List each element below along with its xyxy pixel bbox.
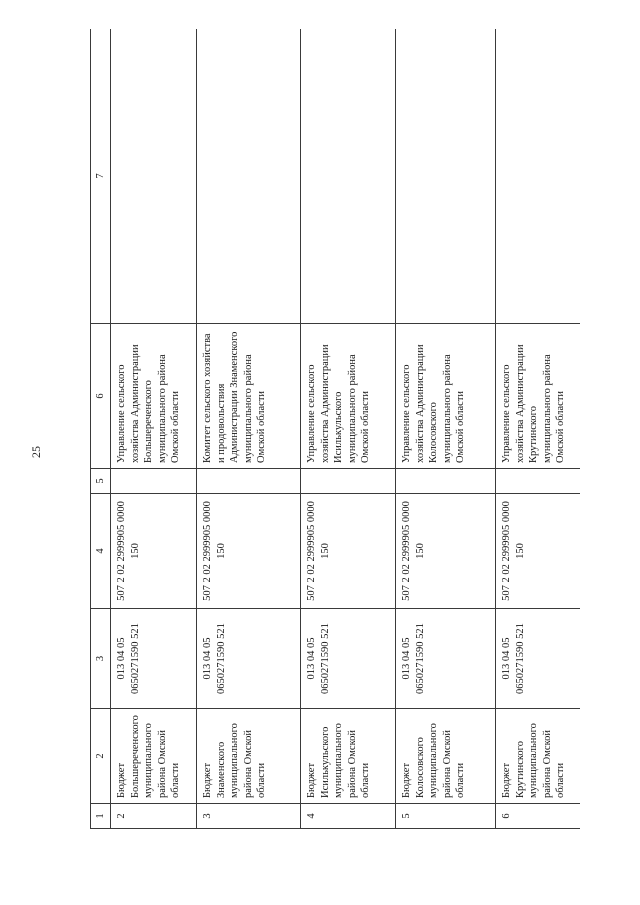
- classification-code: 013 04 05 0650271590 521: [396, 609, 496, 709]
- column-header: 3: [91, 609, 111, 709]
- column-header: 1: [91, 804, 111, 829]
- administrator-name: Управление сельского хозяйства Администрации Крутинского муниципального района Омской области: [496, 324, 580, 469]
- column-5-cell: [197, 469, 301, 494]
- column-header: 2: [91, 709, 111, 804]
- row-number: 6: [496, 804, 580, 829]
- revenue-code: 507 2 02 2999905 0000 150: [396, 494, 496, 609]
- revenue-code: 507 2 02 2999905 0000 150: [197, 494, 301, 609]
- classification-code: 013 04 05 0650271590 521: [301, 609, 396, 709]
- column-header: 5: [91, 469, 111, 494]
- table-row: [301, 29, 396, 829]
- administrator-name: Комитет сельского хозяйства и продовольствия Администрации Знаменского муниципального района Омской области: [197, 324, 301, 469]
- row-number: 3: [197, 804, 301, 829]
- column-5-cell: [111, 469, 197, 494]
- table-row: [496, 29, 580, 829]
- column-7-cell: [396, 29, 496, 324]
- administrator-name: Управление сельского хозяйства Администрации Колосовского муниципального района Омской области: [396, 324, 496, 469]
- row-number: 5: [396, 804, 496, 829]
- page-number: 25: [29, 446, 43, 458]
- budget-allocation-table: [90, 29, 580, 829]
- table-row: [396, 29, 496, 829]
- column-7-cell: [197, 29, 301, 324]
- table-frame: [90, 29, 580, 829]
- column-header: 7: [91, 29, 111, 324]
- column-7-cell: [301, 29, 396, 324]
- classification-code: 013 04 05 0650271590 521: [496, 609, 580, 709]
- column-5-cell: [396, 469, 496, 494]
- row-number: 4: [301, 804, 396, 829]
- revenue-code: 507 2 02 2999905 0000 150: [496, 494, 580, 609]
- classification-code: 013 04 05 0650271590 521: [197, 609, 301, 709]
- column-header: 4: [91, 494, 111, 609]
- column-7-cell: [111, 29, 197, 324]
- column-5-cell: [301, 469, 396, 494]
- header-row: [91, 29, 111, 829]
- budget-name: Бюджет Знаменского муниципального района Омской области: [197, 709, 301, 804]
- budget-name: Бюджет Колосовского муниципального района Омской области: [396, 709, 496, 804]
- revenue-code: 507 2 02 2999905 0000 150: [111, 494, 197, 609]
- table-row: [197, 29, 301, 829]
- administrator-name: Управление сельского хозяйства Администрации Исилькульского муниципального района Омской области: [301, 324, 396, 469]
- column-5-cell: [496, 469, 580, 494]
- column-header: 6: [91, 324, 111, 469]
- row-number: 2: [111, 804, 197, 829]
- budget-name: Бюджет Крутинского муниципального района Омской области: [496, 709, 580, 804]
- administrator-name: Управление сельского хозяйства Администрации Большереченского муниципального района Омской области: [111, 324, 197, 469]
- column-7-cell: [496, 29, 580, 324]
- classification-code: 013 04 05 0650271590 521: [111, 609, 197, 709]
- budget-name: Бюджет Большереченского муниципального района Омской области: [111, 709, 197, 804]
- table-row: [111, 29, 197, 829]
- budget-name: Бюджет Исилькульского муниципального района Омской области: [301, 709, 396, 804]
- revenue-code: 507 2 02 2999905 0000 150: [301, 494, 396, 609]
